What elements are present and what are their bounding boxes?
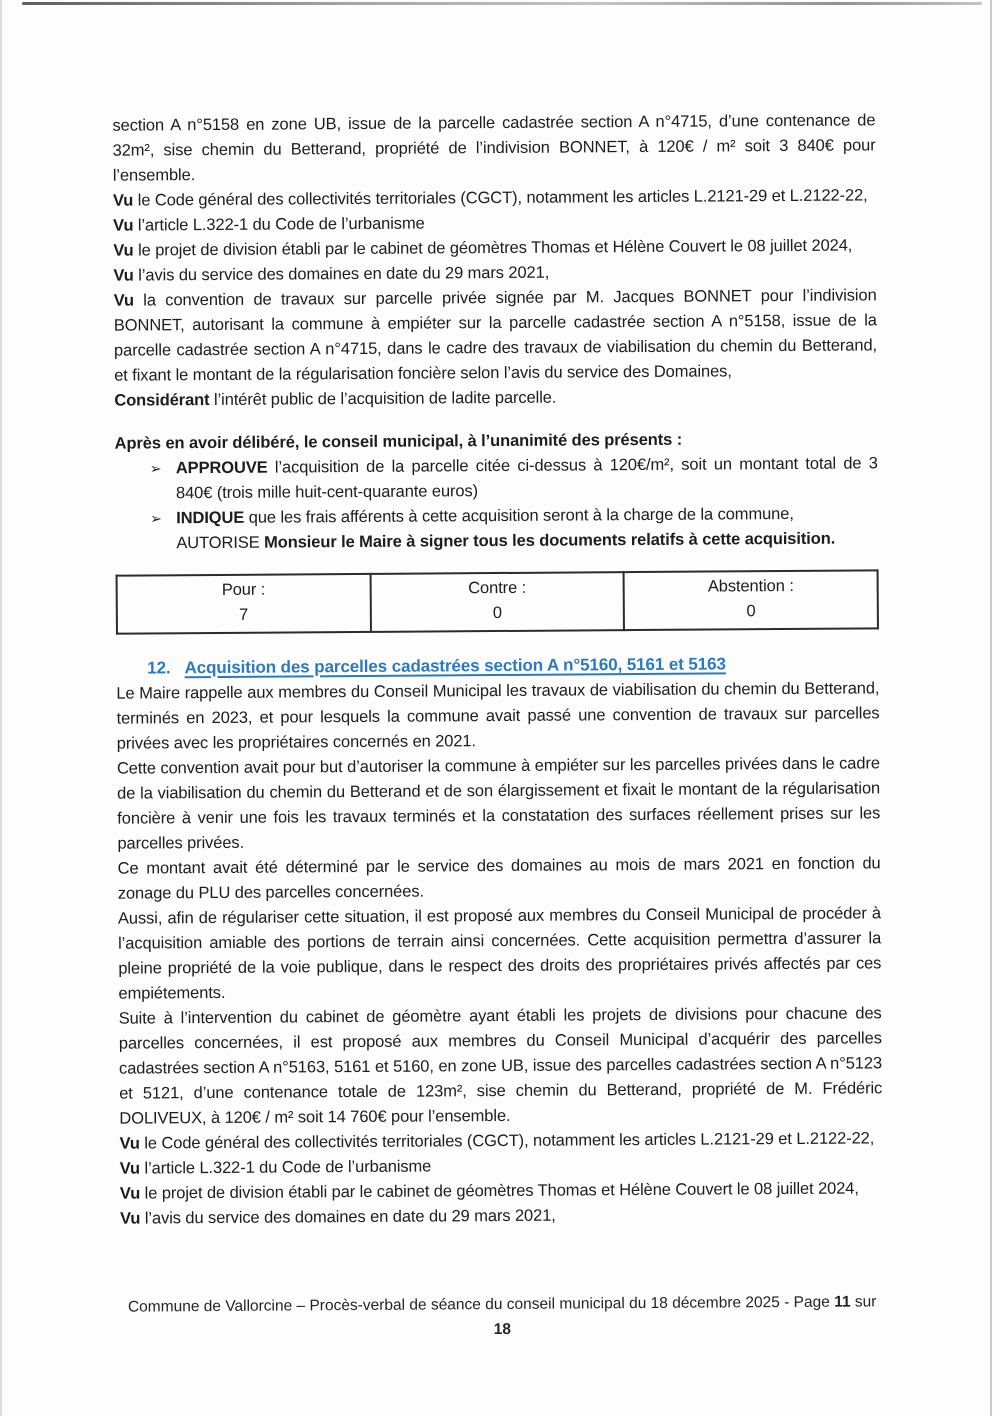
list-item: [115, 451, 878, 506]
text: la convention de travaux sur parcelle privée signée par M. Jacques BONNET pour l’indivision BONNET, autorisant la commune à empiéter sur la parcelle cadastrée section A n°5158, issue de la parcelle cadastrée section A n°4715, dans le cadre des travaux de viabilisation du chemin du Betterand, et fixant le montant de la régularisation foncière selon l’avis du service des Domaines,: [113, 286, 878, 385]
paragraph: [117, 751, 881, 856]
text: AUTORISE: [176, 533, 265, 553]
footer-total-pages: 18: [493, 1320, 512, 1339]
text-bold: Vu: [113, 241, 134, 260]
text: le Code général des collectivités territoriales (CGCT), notamment les articles L.2121-29 et L.2122-22,: [133, 186, 868, 210]
text: section A n°5158 en zone UB, issue de la parcelle cadastrée section A n°4715, d’une contenance de 32m², sise chemin du Betterand, propriété de l’indivision BONNET, à 120€ / m² soit 3 840€ pour l’ensemble.: [112, 111, 876, 185]
section-number: 12.: [147, 658, 171, 678]
body-text-bottom: [116, 676, 883, 1231]
vote-table-row: [117, 570, 878, 633]
footer-line1: [121, 1289, 884, 1319]
text: l’article L.322-1 du Code de l’urbanisme: [139, 1157, 432, 1178]
document-body: [112, 108, 883, 1231]
footer-text-suffix: sur: [850, 1293, 877, 1311]
text: Ce montant avait été déterminé par le service des domaines au mois de mars 2021 en fonction du zonage du PLU des parcelles concernées.: [117, 854, 881, 903]
footer-page-number: 11: [834, 1293, 851, 1311]
text: l’intérêt public de l’acquisition de ladite parcelle.: [209, 388, 557, 410]
text: que les frais afférents à cette acquisition seront à la charge de la commune,: [244, 504, 794, 527]
text-bold: Monsieur le Maire à signer tous les documents relatifs à cette acquisition.: [264, 529, 836, 552]
vote-label-abstention: Abstention :: [707, 576, 794, 596]
bullet-arrow-icon: ➢: [149, 460, 162, 477]
list-item-text: [176, 501, 878, 556]
text-bold: Vu: [113, 266, 134, 285]
text: le projet de division établi par le cabinet de géomètres Thomas et Hélène Couvert le 08 juillet 2024,: [140, 1179, 859, 1203]
footer-text: Commune de Vallorcine – Procès-verbal de séance du conseil municipal du 18 décembre 2025 - Page: [127, 1293, 835, 1316]
paragraph: [119, 1126, 882, 1156]
text: Cette convention avait pour but d’autoriser la commune à empiéter sur les parcelles privées dans le cadre de la viabilisation du chemin du Betterand et de son élargissement et fixait le montant de la régularisation foncière à venir une fois les travaux terminés et la constatation des surfaces réellement prises sur les parcelles privées.: [116, 754, 881, 853]
text: le Code général des collectivités territoriales (CGCT), notamment les articles L.2121-29 et L.2122-22,: [139, 1129, 875, 1153]
text-bold: APPROUVE: [175, 458, 268, 478]
text-bold: Vu: [119, 1209, 141, 1228]
text-bold: Vu: [119, 1184, 141, 1203]
section-heading-12: [116, 650, 879, 680]
text-bold: Vu: [113, 291, 134, 310]
vote-table: [116, 569, 879, 634]
list-item: [115, 501, 878, 556]
text-bold: Vu: [112, 191, 134, 210]
text-bold: Vu: [119, 1134, 140, 1153]
text: Le Maire rappelle aux membres du Conseil Municipal les travaux de viabilisation du chemin du Betterand, terminés en 2023, et pour lesquels la commune avait passé une convention de travaux sur parcelles privées avec les propriétaires concernés en 2021.: [116, 679, 880, 753]
text: l’article L.322-1 du Code de l’urbanisme: [133, 214, 425, 235]
text: Aussi, afin de régulariser cette situation, il est proposé aux membres du Conseil Municipal de procéder à l’acquisition amiable des portions de terrain ainsi concernées. Cette acquisition permettra d’assurer la pleine propriété de la voie publique, dans le respect des droits des propriétaires privés affectés par ces empiétements.: [117, 904, 882, 1003]
paragraph: [120, 1201, 883, 1231]
bullet-arrow-icon: ➢: [150, 510, 162, 527]
paragraph: [112, 108, 876, 188]
text: l’acquisition de la parcelle citée ci-dessus à 120€/m², soit un montant total de 3 840€ (trois mille huit-cent-quarante euros): [175, 454, 878, 503]
page-footer: [121, 1289, 884, 1344]
vote-value-contre: 0: [492, 603, 502, 623]
paragraph: [113, 183, 876, 213]
text: le projet de division établi par le cabinet de géomètres Thomas et Hélène Couvert le 08 juillet 2024,: [133, 236, 853, 260]
paragraph: [113, 233, 876, 263]
text-bold: Vu: [119, 1159, 141, 1178]
text: Suite à l’intervention du cabinet de géomètre ayant établi les projets de divisions pour chacune des parcelles concernées, il est proposé aux membres du Conseil Municipal d’acquérir des parcelles cadastrées section A n°5163, 5161 et 5160, en zone UB, issue des parcelles cadastrées section A n°5123 et 5121, d’une contenance totale de 123m², sise chemin du Betterand, propriété de M. Frédéric DOLIVEUX, à 120€ / m² soit 14 760€ pour l’ensemble.: [118, 1004, 883, 1128]
paragraph: [114, 283, 878, 388]
vote-cell-contre: [370, 572, 624, 632]
section-title: Acquisition des parcelles cadastrées section A n°5160, 5161 et 5163: [184, 654, 726, 678]
vote-label-pour: Pour :: [221, 580, 266, 599]
paragraph: [119, 1001, 883, 1131]
list-item-text: [176, 451, 878, 506]
text: l’avis du service des domaines en date du 29 mars 2021,: [133, 263, 550, 285]
paragraph: [116, 676, 880, 756]
text-bold: Vu: [113, 216, 134, 235]
text-bold: INDIQUE: [176, 508, 245, 528]
text: l’avis du service des domaines en date du 29 mars 2021,: [140, 1206, 556, 1228]
text-bold: Après en avoir délibéré, le conseil municipal, à l’unanimité des présents :: [114, 430, 683, 453]
paragraph: [118, 901, 882, 1006]
body-text-top: [112, 108, 878, 556]
paragraph: [118, 851, 881, 906]
vote-value-pour: 7: [239, 605, 249, 624]
text-bold: Considérant: [114, 391, 210, 410]
vote-cell-abstention: [624, 570, 878, 630]
vote-cell-pour: [117, 574, 371, 634]
paragraph: [120, 1176, 883, 1206]
vote-value-abstention: 0: [746, 602, 756, 621]
vote-label-contre: Contre :: [468, 578, 527, 598]
